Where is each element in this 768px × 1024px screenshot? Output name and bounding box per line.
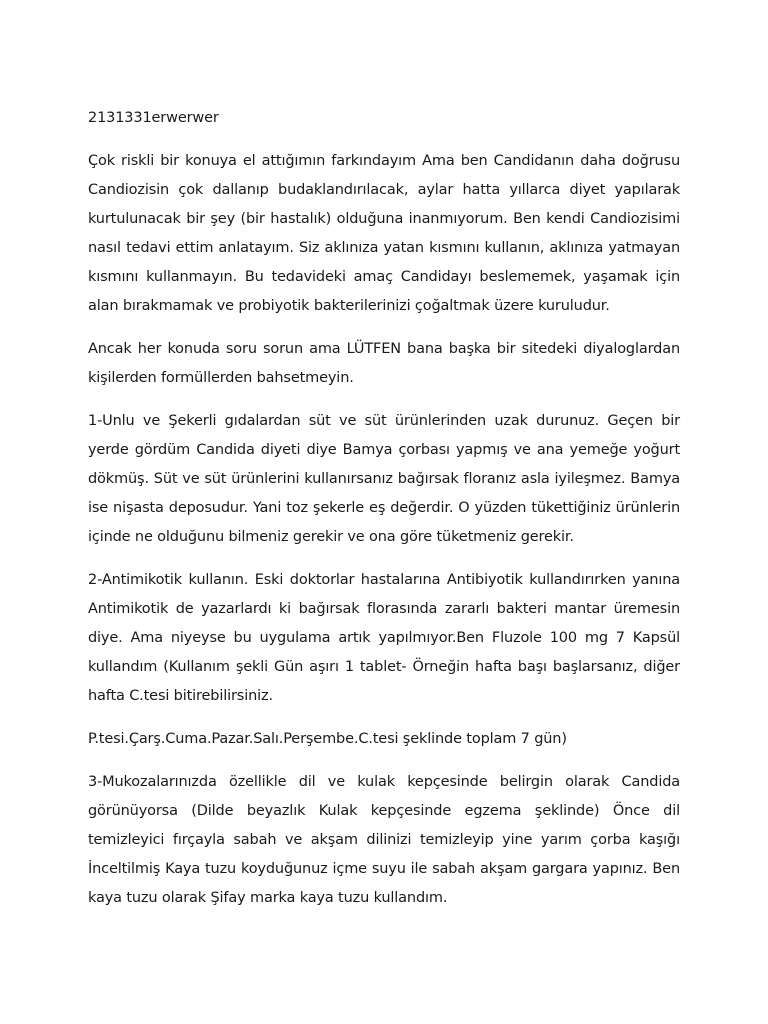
paragraph-intro: Çok riskli bir konuya el attığımın farkındayım Ama ben Candidanın daha doğrusu Candiozisin çok dallanıp budaklandırılacak, aylar hatta yıllarca diyet yapılarak kurtulunacak bir şey (bir hastalık) olduğuna inanmıyorum. Ben kendi Candiozisimi nasıl tedavi ettim anlatayım. Siz aklınıza yatan kısmını kullanın, aklınıza yatmayan kısmını kullanmayın. Bu tedavideki amaç Candidayı beslememek, yaşamak için alan bırakmamak ve probiyotik bakterilerinizi çoğaltmak üzere kuruludur.	[88, 153, 680, 314]
document-body	[88, 104, 680, 927]
paragraph-step-2: 2-Antimikotik kullanın. Eski doktorlar hastalarına Antibiyotik kullandırırken yanına Antimikotik de yazarlardı ki bağırsak florasında zararlı bakteri mantar üremesin diye. Ama niyeyse bu uygulama artık yapılmıyor.Ben Fluzole 100 mg 7 Kapsül kullandım (Kullanım şekli Gün aşırı 1 tablet- Örneğin hafta başı başlarsanız, diğer hafta C.tesi bitirebilirsiniz.	[88, 572, 680, 704]
document-heading: 2131331erwerwer	[88, 110, 219, 126]
paragraph-step-3: 3-Mukozalarınızda özellikle dil ve kulak kepçesinde belirgin olarak Candida görünüyorsa (Dilde beyazlık Kulak kepçesinde egzema şeklinde) Önce dil temizleyici fırçayla sabah ve akşam dilinizi temizleyip yine yarım çorba kaşığı İnceltilmiş Kaya tuzu koyduğunuz içme suyu ile sabah akşam gargara yapınız. Ben kaya tuzu olarak Şifay marka kaya tuzu kullandım.	[88, 774, 680, 906]
paragraph-request: Ancak her konuda soru sorun ama LÜTFEN bana başka bir sitedeki diyaloglardan kişilerden formüllerden bahsetmeyin.	[88, 341, 680, 386]
paragraph-schedule: P.tesi.Çarş.Cuma.Pazar.Salı.Perşembe.C.tesi şeklinde toplam 7 gün)	[88, 731, 567, 747]
paragraph-step-1: 1-Unlu ve Şekerli gıdalardan süt ve süt ürünlerinden uzak durunuz. Geçen bir yerde gördüm Candida diyeti diye Bamya çorbası yapmış ve ana yemeğe yoğurt dökmüş. Süt ve süt ürünlerini kullanırsanız bağırsak floranız asla iyileşmez. Bamya ise nişasta deposudur. Yani toz şekerle eş değerdir. O yüzden tükettiğiniz ürünlerin içinde ne olduğunu bilmeniz gerekir ve ona göre tüketmeniz gerekir.	[88, 413, 680, 545]
